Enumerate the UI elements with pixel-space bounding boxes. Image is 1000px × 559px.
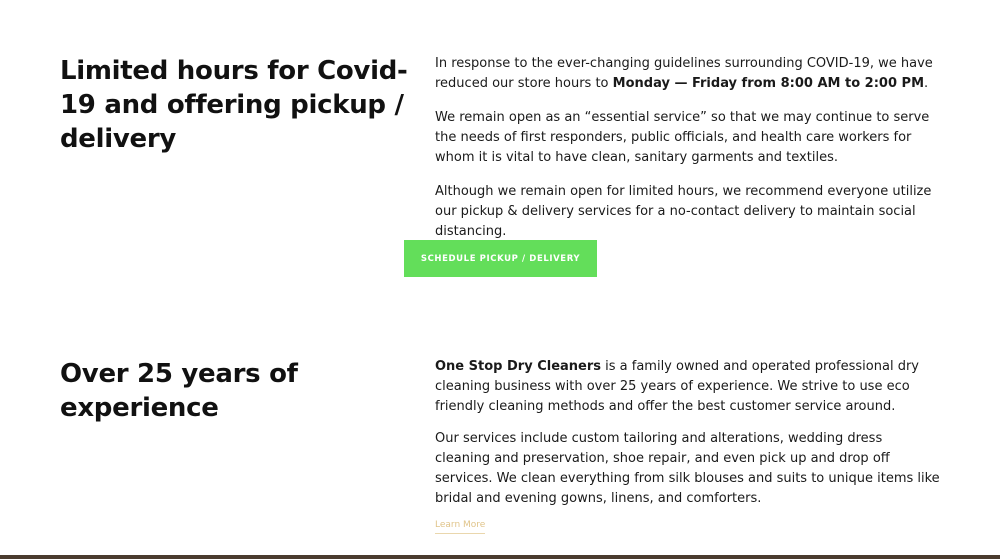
covid-hours-period: . <box>924 76 929 91</box>
covid-section-body <box>435 54 940 242</box>
experience-section-heading: Over 25 years of experience <box>60 359 298 423</box>
about-paragraph <box>435 357 940 417</box>
footer-edge <box>0 555 1000 559</box>
business-name: One Stop Dry Cleaners <box>435 359 601 374</box>
essential-service-paragraph: We remain open as an “essential service” so that we may continue to serve the needs of first responders, public officials, and health care workers for whom it is vital to have clean, sanitary garments and textiles. <box>435 110 930 165</box>
services-paragraph: Our services include custom tailoring and alterations, wedding dress cleaning and preservation, shoe repair, and even pick up and drop off services. We clean everything from silk blouses and suits to unique items like bridal and evening gowns, linens, and comforters. <box>435 431 940 506</box>
about-text: is a family owned and operated professional dry cleaning business with over 25 years of experience. We strive to use eco friendly cleaning methods and offer the best customer service around. <box>435 359 919 414</box>
schedule-pickup-delivery-button[interactable]: SCHEDULE PICKUP / DELIVERY <box>404 240 597 277</box>
learn-more-link[interactable]: Learn More <box>435 519 485 534</box>
covid-hours-text: In response to the ever-changing guidelines surrounding COVID-19, we have reduced our store hours to <box>435 56 933 91</box>
covid-hours-paragraph <box>435 54 940 94</box>
store-hours: Monday — Friday from 8:00 AM to 2:00 PM <box>612 76 925 91</box>
covid-section-heading: Limited hours for Covid-19 and offering pickup / delivery <box>60 56 408 154</box>
experience-section-body <box>435 357 940 509</box>
pickup-recommendation-paragraph: Although we remain open for limited hours, we recommend everyone utilize our pickup & delivery services for a no-contact delivery to maintain social distancing. <box>435 184 932 239</box>
